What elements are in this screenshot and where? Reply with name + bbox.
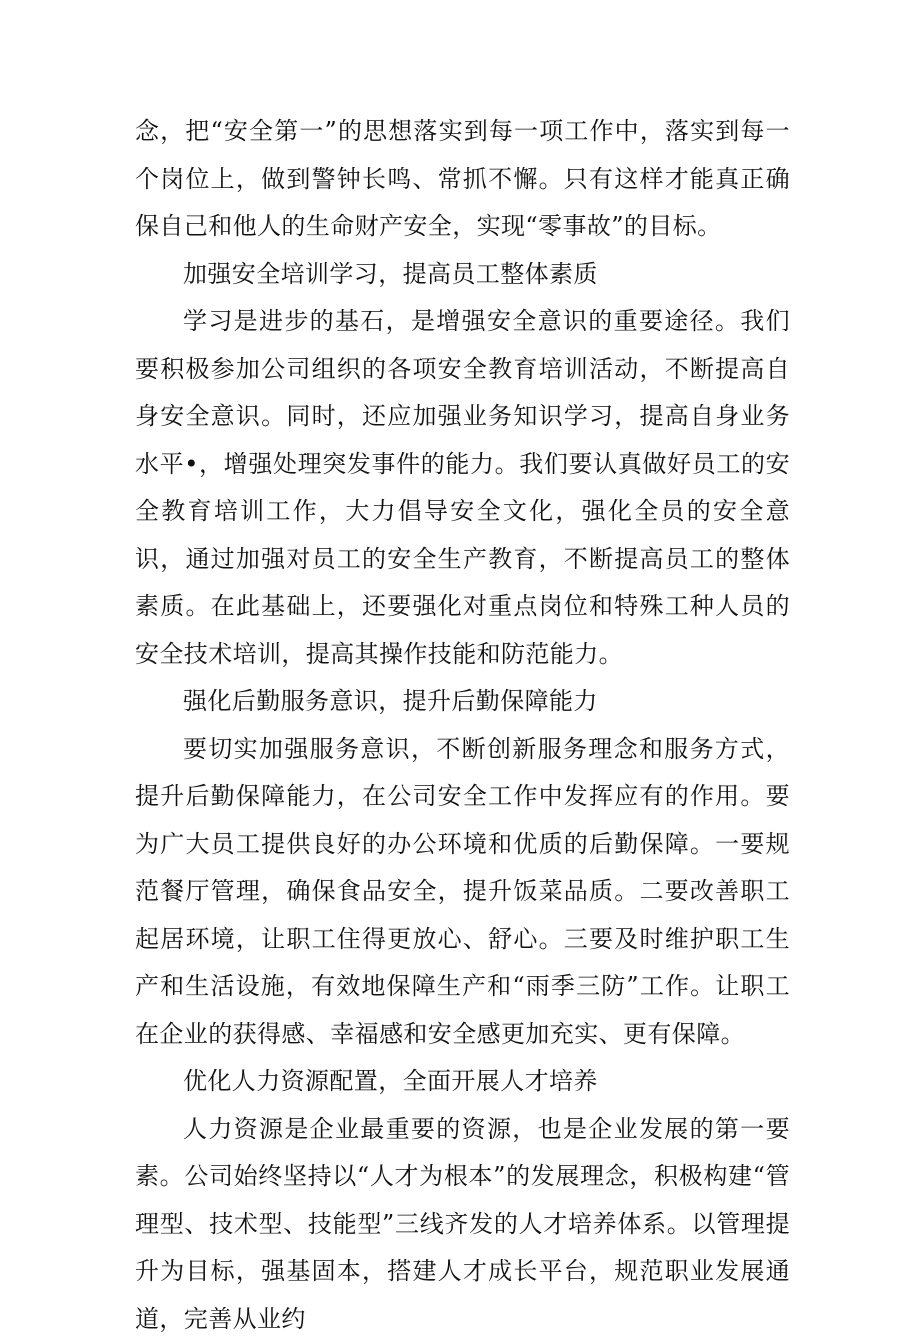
section-heading-human-resources: 优化人力资源配置，全面开展人才培养 bbox=[135, 1058, 790, 1106]
section-heading-safety-training: 加强安全培训学习，提高员工整体素质 bbox=[135, 251, 790, 299]
section-heading-logistics-service: 强化后勤服务意识，提升后勤保障能力 bbox=[135, 678, 790, 726]
paragraph-continuation: 念，把“安全第一”的思想落实到每一项工作中，落实到每一个岗位上，做到警钟长鸣、常抓不懈。只有这样才能真正确保自己和他人的生命财产安全，实现“零事故”的目标。 bbox=[135, 108, 790, 251]
paragraph-safety-training: 学习是进步的基石，是增强安全意识的重要途径。我们要积极参加公司组织的各项安全教育培训活动，不断提高自身安全意识。同时，还应加强业务知识学习，提高自身业务水平•，增强处理突发事件的能力。我们要认真做好员工的安全教育培训工作，大力倡导安全文化，强化全员的安全意识，通过加强对员工的安全生产教育，不断提高员工的整体素质。在此基础上，还要强化对重点岗位和特殊工种人员的安全技术培训，提高其操作技能和防范能力。 bbox=[135, 298, 790, 678]
paragraph-logistics-service: 要切实加强服务意识，不断创新服务理念和服务方式，提升后勤保障能力，在公司安全工作中发挥应有的作用。要为广大员工提供良好的办公环境和优质的后勤保障。一要规范餐厅管理，确保食品安全，提升饭菜品质。二要改善职工起居环境，让职工住得更放心、舒心。三要及时维护职工生产和生活设施，有效地保障生产和“雨季三防”工作。让职工在企业的获得感、幸福感和安全感更加充实、更有保障。 bbox=[135, 726, 790, 1059]
document-body bbox=[135, 108, 790, 1343]
paragraph-human-resources: 人力资源是企业最重要的资源，也是企业发展的第一要素。公司始终坚持以“人才为根本”的发展理念，积极构建“管理型、技术型、技能型”三线齐发的人才培养体系。以管理提升为目标，强基固本，搭建人才成长平台，规范职业发展通道，完善从业约 bbox=[135, 1106, 790, 1343]
